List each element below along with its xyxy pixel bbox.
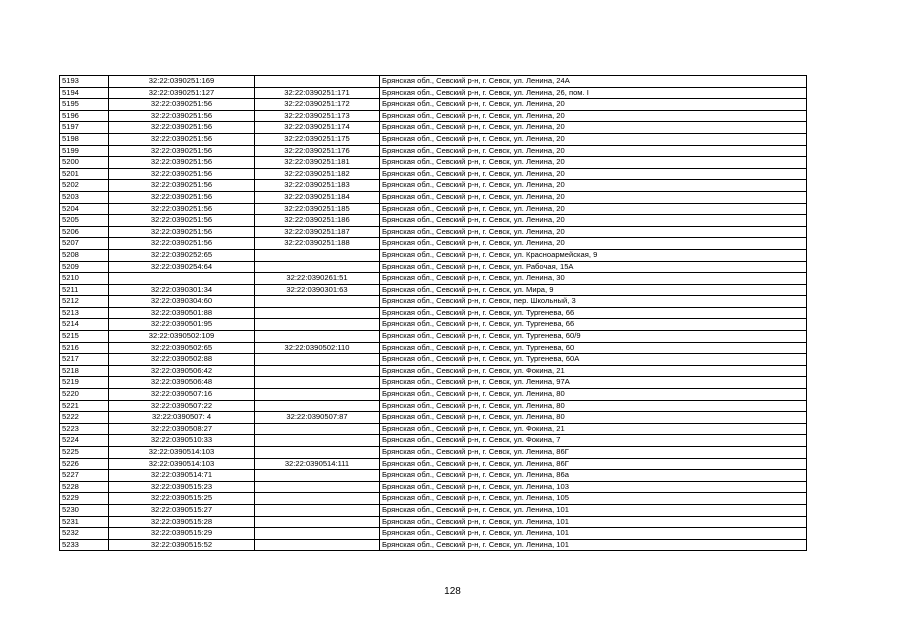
row-number-cell: 5195 bbox=[60, 99, 109, 111]
room-cadastral-number-cell bbox=[255, 296, 380, 308]
cadastral-number-cell: 32:22:0390510:33 bbox=[109, 435, 255, 447]
row-number-cell: 5208 bbox=[60, 249, 109, 261]
table-row bbox=[60, 458, 807, 470]
address-cell: Брянская обл., Севский р-н, г. Севск, пер. Школьный, 3 bbox=[380, 296, 807, 308]
row-number-cell: 5200 bbox=[60, 157, 109, 169]
cadastral-number-cell: 32:22:0390514:103 bbox=[109, 458, 255, 470]
room-cadastral-number-cell bbox=[255, 400, 380, 412]
row-number-cell: 5226 bbox=[60, 458, 109, 470]
room-cadastral-number-cell bbox=[255, 493, 380, 505]
cadastral-number-cell: 32:22:0390506:48 bbox=[109, 377, 255, 389]
address-cell: Брянская обл., Севский р-н, г. Севск, ул. Ленина, 20 bbox=[380, 110, 807, 122]
row-number-cell: 5223 bbox=[60, 423, 109, 435]
address-cell: Брянская обл., Севский р-н, г. Севск, ул. Ленина, 26, пом. I bbox=[380, 87, 807, 99]
row-number-cell: 5222 bbox=[60, 412, 109, 424]
row-number-cell: 5197 bbox=[60, 122, 109, 134]
table-row bbox=[60, 470, 807, 482]
room-cadastral-number-cell bbox=[255, 516, 380, 528]
cadastral-number-cell: 32:22:0390515:52 bbox=[109, 539, 255, 551]
table-row bbox=[60, 145, 807, 157]
table-row bbox=[60, 528, 807, 540]
row-number-cell: 5209 bbox=[60, 261, 109, 273]
cadastral-number-cell: 32:22:0390515:23 bbox=[109, 481, 255, 493]
table-row bbox=[60, 110, 807, 122]
room-cadastral-number-cell bbox=[255, 481, 380, 493]
address-cell: Брянская обл., Севский р-н, г. Севск, ул. Фокина, 21 bbox=[380, 365, 807, 377]
address-cell: Брянская обл., Севский р-н, г. Севск, ул. Рабочая, 15А bbox=[380, 261, 807, 273]
room-cadastral-number-cell bbox=[255, 261, 380, 273]
room-cadastral-number-cell: 32:22:0390251:173 bbox=[255, 110, 380, 122]
address-cell: Брянская обл., Севский р-н, г. Севск, ул. Ленина, 80 bbox=[380, 389, 807, 401]
cadastral-number-cell: 32:22:0390301:34 bbox=[109, 284, 255, 296]
address-cell: Брянская обл., Севский р-н, г. Севск, ул. Ленина, 86а bbox=[380, 470, 807, 482]
address-cell: Брянская обл., Севский р-н, г. Севск, ул. Ленина, 80 bbox=[380, 412, 807, 424]
cadastral-number-cell: 32:22:0390251:56 bbox=[109, 180, 255, 192]
room-cadastral-number-cell: 32:22:0390514:111 bbox=[255, 458, 380, 470]
row-number-cell: 5212 bbox=[60, 296, 109, 308]
table-row bbox=[60, 377, 807, 389]
room-cadastral-number-cell: 32:22:0390507:87 bbox=[255, 412, 380, 424]
address-cell: Брянская обл., Севский р-н, г. Севск, ул. Мира, 9 bbox=[380, 284, 807, 296]
address-cell: Брянская обл., Севский р-н, г. Севск, ул. Тургенева, 66 bbox=[380, 319, 807, 331]
row-number-cell: 5194 bbox=[60, 87, 109, 99]
room-cadastral-number-cell bbox=[255, 76, 380, 88]
address-cell: Брянская обл., Севский р-н, г. Севск, ул. Ленина, 20 bbox=[380, 133, 807, 145]
table-row bbox=[60, 87, 807, 99]
row-number-cell: 5231 bbox=[60, 516, 109, 528]
room-cadastral-number-cell bbox=[255, 528, 380, 540]
row-number-cell: 5228 bbox=[60, 481, 109, 493]
cadastral-number-cell: 32:22:0390514:103 bbox=[109, 447, 255, 459]
address-cell: Брянская обл., Севский р-н, г. Севск, ул. Ленина, 20 bbox=[380, 226, 807, 238]
address-cell: Брянская обл., Севский р-н, г. Севск, ул. Ленина, 20 bbox=[380, 157, 807, 169]
table-row bbox=[60, 331, 807, 343]
table-row bbox=[60, 389, 807, 401]
room-cadastral-number-cell bbox=[255, 354, 380, 366]
table-row bbox=[60, 354, 807, 366]
row-number-cell: 5229 bbox=[60, 493, 109, 505]
address-cell: Брянская обл., Севский р-н, г. Севск, ул. Ленина, 20 bbox=[380, 238, 807, 250]
row-number-cell: 5225 bbox=[60, 447, 109, 459]
room-cadastral-number-cell bbox=[255, 377, 380, 389]
table-row bbox=[60, 284, 807, 296]
cadastral-number-cell: 32:22:0390251:56 bbox=[109, 99, 255, 111]
cadastral-number-cell: 32:22:0390501:95 bbox=[109, 319, 255, 331]
row-number-cell: 5203 bbox=[60, 191, 109, 203]
cadastral-number-cell: 32:22:0390514:71 bbox=[109, 470, 255, 482]
row-number-cell: 5216 bbox=[60, 342, 109, 354]
table-row bbox=[60, 76, 807, 88]
room-cadastral-number-cell: 32:22:0390251:171 bbox=[255, 87, 380, 99]
cadastral-number-cell: 32:22:0390507: 4 bbox=[109, 412, 255, 424]
row-number-cell: 5232 bbox=[60, 528, 109, 540]
address-cell: Брянская обл., Севский р-н, г. Севск, ул. Ленина, 20 bbox=[380, 191, 807, 203]
cadastral-number-cell: 32:22:0390502:109 bbox=[109, 331, 255, 343]
cadastral-number-cell: 32:22:0390251:56 bbox=[109, 226, 255, 238]
room-cadastral-number-cell bbox=[255, 423, 380, 435]
cadastral-number-cell: 32:22:0390515:29 bbox=[109, 528, 255, 540]
room-cadastral-number-cell bbox=[255, 389, 380, 401]
cadastral-number-cell: 32:22:0390252:65 bbox=[109, 249, 255, 261]
cadastral-number-cell: 32:22:0390251:56 bbox=[109, 203, 255, 215]
table-row bbox=[60, 423, 807, 435]
table-row bbox=[60, 516, 807, 528]
cadastral-number-cell: 32:22:0390507:22 bbox=[109, 400, 255, 412]
room-cadastral-number-cell: 32:22:0390251:184 bbox=[255, 191, 380, 203]
table-row bbox=[60, 539, 807, 551]
room-cadastral-number-cell bbox=[255, 319, 380, 331]
property-registry-table bbox=[59, 75, 807, 551]
address-cell: Брянская обл., Севский р-н, г. Севск, ул. Ленина, 20 bbox=[380, 215, 807, 227]
room-cadastral-number-cell bbox=[255, 504, 380, 516]
cadastral-number-cell: 32:22:0390251:56 bbox=[109, 133, 255, 145]
cadastral-number-cell: 32:22:0390502:65 bbox=[109, 342, 255, 354]
table-row bbox=[60, 365, 807, 377]
address-cell: Брянская обл., Севский р-н, г. Севск, ул. Ленина, 97А bbox=[380, 377, 807, 389]
row-number-cell: 5205 bbox=[60, 215, 109, 227]
cadastral-number-cell: 32:22:0390251:56 bbox=[109, 215, 255, 227]
address-cell: Брянская обл., Севский р-н, г. Севск, ул. Ленина, 101 bbox=[380, 528, 807, 540]
address-cell: Брянская обл., Севский р-н, г. Севск, ул. Фокина, 21 bbox=[380, 423, 807, 435]
table-row bbox=[60, 238, 807, 250]
table-row bbox=[60, 215, 807, 227]
table-row bbox=[60, 342, 807, 354]
table-row bbox=[60, 447, 807, 459]
cadastral-number-cell: 32:22:0390251:56 bbox=[109, 191, 255, 203]
address-cell: Брянская обл., Севский р-н, г. Севск, ул. Ленина, 20 bbox=[380, 99, 807, 111]
cadastral-number-cell: 32:22:0390251:56 bbox=[109, 122, 255, 134]
table-row bbox=[60, 307, 807, 319]
address-cell: Брянская обл., Севский р-н, г. Севск, ул. Ленина, 101 bbox=[380, 504, 807, 516]
cadastral-number-cell: 32:22:0390251:56 bbox=[109, 110, 255, 122]
row-number-cell: 5201 bbox=[60, 168, 109, 180]
room-cadastral-number-cell: 32:22:0390251:181 bbox=[255, 157, 380, 169]
room-cadastral-number-cell: 32:22:0390261:51 bbox=[255, 273, 380, 285]
address-cell: Брянская обл., Севский р-н, г. Севск, ул. Ленина, 20 bbox=[380, 203, 807, 215]
cadastral-number-cell: 32:22:0390251:127 bbox=[109, 87, 255, 99]
cadastral-number-cell: 32:22:0390251:56 bbox=[109, 157, 255, 169]
room-cadastral-number-cell: 32:22:0390251:175 bbox=[255, 133, 380, 145]
table-row bbox=[60, 99, 807, 111]
address-cell: Брянская обл., Севский р-н, г. Севск, ул. Ленина, 30 bbox=[380, 273, 807, 285]
cadastral-number-cell: 32:22:0390304:60 bbox=[109, 296, 255, 308]
table-row bbox=[60, 249, 807, 261]
table-row bbox=[60, 296, 807, 308]
room-cadastral-number-cell: 32:22:0390251:182 bbox=[255, 168, 380, 180]
row-number-cell: 5206 bbox=[60, 226, 109, 238]
room-cadastral-number-cell bbox=[255, 365, 380, 377]
row-number-cell: 5218 bbox=[60, 365, 109, 377]
room-cadastral-number-cell: 32:22:0390251:188 bbox=[255, 238, 380, 250]
address-cell: Брянская обл., Севский р-н, г. Севск, ул. Красноармейская, 9 bbox=[380, 249, 807, 261]
row-number-cell: 5219 bbox=[60, 377, 109, 389]
row-number-cell: 5215 bbox=[60, 331, 109, 343]
cadastral-number-cell: 32:22:0390515:25 bbox=[109, 493, 255, 505]
table-row bbox=[60, 493, 807, 505]
row-number-cell: 5211 bbox=[60, 284, 109, 296]
cadastral-number-cell bbox=[109, 273, 255, 285]
row-number-cell: 5198 bbox=[60, 133, 109, 145]
address-cell: Брянская обл., Севский р-н, г. Севск, ул. Тургенева, 60 bbox=[380, 342, 807, 354]
cadastral-number-cell: 32:22:0390508:27 bbox=[109, 423, 255, 435]
room-cadastral-number-cell bbox=[255, 470, 380, 482]
address-cell: Брянская обл., Севский р-н, г. Севск, ул. Ленина, 20 bbox=[380, 122, 807, 134]
address-cell: Брянская обл., Севский р-н, г. Севск, ул. Тургенева, 60А bbox=[380, 354, 807, 366]
room-cadastral-number-cell bbox=[255, 435, 380, 447]
room-cadastral-number-cell bbox=[255, 331, 380, 343]
address-cell: Брянская обл., Севский р-н, г. Севск, ул. Ленина, 80 bbox=[380, 400, 807, 412]
cadastral-number-cell: 32:22:0390506:42 bbox=[109, 365, 255, 377]
row-number-cell: 5230 bbox=[60, 504, 109, 516]
table-row bbox=[60, 504, 807, 516]
address-cell: Брянская обл., Севский р-н, г. Севск, ул. Ленина, 86Г bbox=[380, 447, 807, 459]
room-cadastral-number-cell: 32:22:0390251:183 bbox=[255, 180, 380, 192]
cadastral-number-cell: 32:22:0390515:28 bbox=[109, 516, 255, 528]
table-row bbox=[60, 400, 807, 412]
table-row bbox=[60, 157, 807, 169]
table-row bbox=[60, 226, 807, 238]
address-cell: Брянская обл., Севский р-н, г. Севск, ул. Тургенева, 66 bbox=[380, 307, 807, 319]
row-number-cell: 5199 bbox=[60, 145, 109, 157]
room-cadastral-number-cell bbox=[255, 249, 380, 261]
cadastral-number-cell: 32:22:0390251:56 bbox=[109, 145, 255, 157]
row-number-cell: 5210 bbox=[60, 273, 109, 285]
cadastral-number-cell: 32:22:0390251:56 bbox=[109, 238, 255, 250]
address-cell: Брянская обл., Севский р-н, г. Севск, ул. Ленина, 103 bbox=[380, 481, 807, 493]
row-number-cell: 5221 bbox=[60, 400, 109, 412]
room-cadastral-number-cell: 32:22:0390251:174 bbox=[255, 122, 380, 134]
table-row bbox=[60, 273, 807, 285]
address-cell: Брянская обл., Севский р-н, г. Севск, ул. Ленина, 105 bbox=[380, 493, 807, 505]
row-number-cell: 5220 bbox=[60, 389, 109, 401]
cadastral-number-cell: 32:22:0390507:16 bbox=[109, 389, 255, 401]
address-cell: Брянская обл., Севский р-н, г. Севск, ул. Ленина, 101 bbox=[380, 539, 807, 551]
address-cell: Брянская обл., Севский р-н, г. Севск, ул. Ленина, 20 bbox=[380, 180, 807, 192]
row-number-cell: 5196 bbox=[60, 110, 109, 122]
row-number-cell: 5214 bbox=[60, 319, 109, 331]
room-cadastral-number-cell: 32:22:0390251:187 bbox=[255, 226, 380, 238]
table-row bbox=[60, 261, 807, 273]
room-cadastral-number-cell: 32:22:0390251:186 bbox=[255, 215, 380, 227]
row-number-cell: 5224 bbox=[60, 435, 109, 447]
row-number-cell: 5202 bbox=[60, 180, 109, 192]
row-number-cell: 5213 bbox=[60, 307, 109, 319]
table-row bbox=[60, 133, 807, 145]
room-cadastral-number-cell bbox=[255, 447, 380, 459]
cadastral-number-cell: 32:22:0390502:88 bbox=[109, 354, 255, 366]
address-cell: Брянская обл., Севский р-н, г. Севск, ул. Ленина, 20 bbox=[380, 168, 807, 180]
table-row bbox=[60, 191, 807, 203]
table-row bbox=[60, 412, 807, 424]
address-cell: Брянская обл., Севский р-н, г. Севск, ул. Ленина, 86Г bbox=[380, 458, 807, 470]
room-cadastral-number-cell bbox=[255, 539, 380, 551]
room-cadastral-number-cell: 32:22:0390301:63 bbox=[255, 284, 380, 296]
table-row bbox=[60, 168, 807, 180]
cadastral-number-cell: 32:22:0390515:27 bbox=[109, 504, 255, 516]
row-number-cell: 5193 bbox=[60, 76, 109, 88]
table-row bbox=[60, 180, 807, 192]
cadastral-number-cell: 32:22:0390251:56 bbox=[109, 168, 255, 180]
cadastral-number-cell: 32:22:0390501:88 bbox=[109, 307, 255, 319]
table-row bbox=[60, 481, 807, 493]
room-cadastral-number-cell: 32:22:0390502:110 bbox=[255, 342, 380, 354]
row-number-cell: 5217 bbox=[60, 354, 109, 366]
room-cadastral-number-cell: 32:22:0390251:176 bbox=[255, 145, 380, 157]
table-row bbox=[60, 122, 807, 134]
address-cell: Брянская обл., Севский р-н, г. Севск, ул. Тургенева, 60/9 bbox=[380, 331, 807, 343]
row-number-cell: 5227 bbox=[60, 470, 109, 482]
address-cell: Брянская обл., Севский р-н, г. Севск, ул. Фокина, 7 bbox=[380, 435, 807, 447]
table-row bbox=[60, 203, 807, 215]
address-cell: Брянская обл., Севский р-н, г. Севск, ул. Ленина, 24А bbox=[380, 76, 807, 88]
page-number: 128 bbox=[444, 586, 461, 597]
row-number-cell: 5233 bbox=[60, 539, 109, 551]
address-cell: Брянская обл., Севский р-н, г. Севск, ул. Ленина, 101 bbox=[380, 516, 807, 528]
row-number-cell: 5204 bbox=[60, 203, 109, 215]
address-cell: Брянская обл., Севский р-н, г. Севск, ул. Ленина, 20 bbox=[380, 145, 807, 157]
room-cadastral-number-cell: 32:22:0390251:172 bbox=[255, 99, 380, 111]
cadastral-number-cell: 32:22:0390251:169 bbox=[109, 76, 255, 88]
room-cadastral-number-cell: 32:22:0390251:185 bbox=[255, 203, 380, 215]
table-row bbox=[60, 319, 807, 331]
table-row bbox=[60, 435, 807, 447]
room-cadastral-number-cell bbox=[255, 307, 380, 319]
cadastral-number-cell: 32:22:0390254:64 bbox=[109, 261, 255, 273]
table-body bbox=[60, 76, 807, 551]
row-number-cell: 5207 bbox=[60, 238, 109, 250]
